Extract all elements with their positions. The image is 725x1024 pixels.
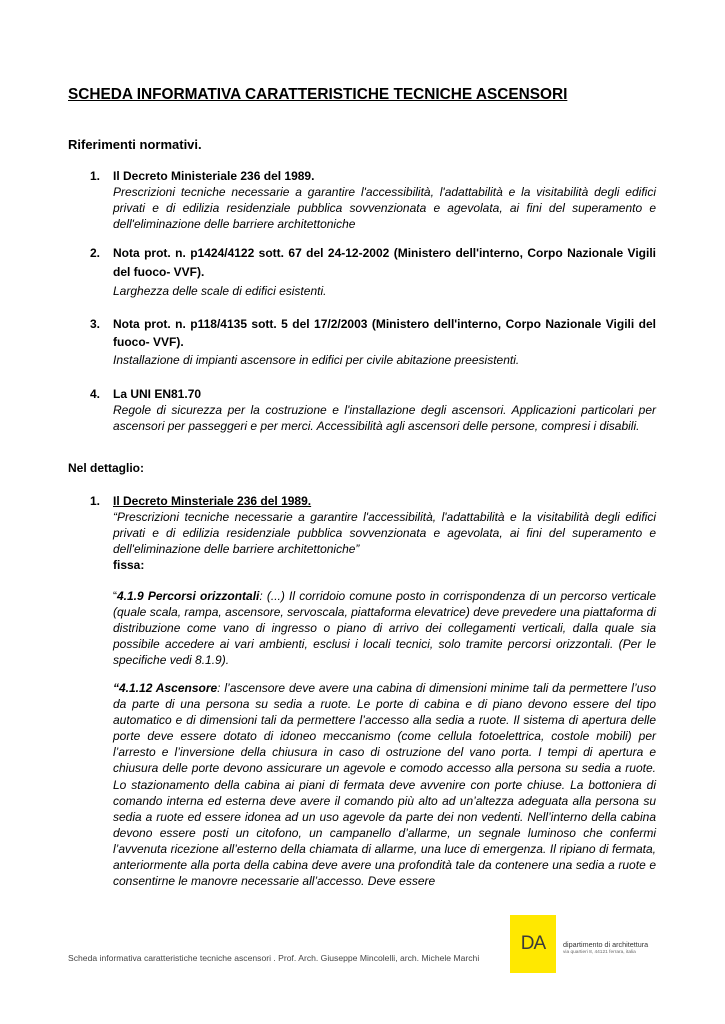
- item-number: 3.: [90, 317, 101, 331]
- item-description: Installazione di impianti ascensore in edifici per civile abitazione preesistenti.: [113, 353, 520, 367]
- section-text: : l’ascensore deve avere una cabina di dimensioni minime tali da permettere l’uso da parte di una persona su sedia a ruote. Le porte di cabina e di piano devono essere del tipo automatico e di dimensioni tali da permettere l’accesso alla sedia a ruote. Il sistema di apertura delle porte deve essere dotato di idoneo meccanismo (come cellula fotoelettrica, costole mobili) per l’arresto e l’inversione della chiusura in caso di ostruzione del vano porta. I tempi di apertura e chiusura delle porte devono assicurare un agevole e comodo accesso alla persona su sedia a ruote. Lo stazionamento della cabina ai piani di fermata deve avvenire con porte chiuse. La bottoniera di comando interna ed esterna deve avere il comando più alto ad un’altezza adeguata alla persona su sedia a ruote ed essere idonea ad un uso agevole da parte dei non vedenti. Nell’interno della cabina devono essere posti un citofono, un campanello d’allarme, un segnale luminoso che confermi l’avvenuta ricezione all’esterno della chiamata di allarme, una luce di emergenza. Il ripiano di fermata, anteriormente alla porta della cabina deve avere una profondità tale da contenere una sedia a ruote e consentirne le manovre necessarie all’accesso. Deve essere: [113, 681, 656, 889]
- item-description: Regole di sicurezza per la costruzione e l'installazione degli ascensori. Applicazioni particolari per ascensori per passeggeri e per merci. Accessibilità agli ascensori delle persone, compresi i disabili.: [113, 403, 656, 433]
- item-description: Prescrizioni tecniche necessarie a garantire l'accessibilità, l'adattabilità e la visitabilità degli edifici privati e di edilizia residenziale pubblica sovvenzionata e agevolata, ai fini del superamento e dell'eliminazione delle barriere architettoniche: [113, 185, 656, 231]
- department-logo: [510, 915, 556, 973]
- item-number: 1.: [90, 494, 101, 508]
- item-number: 2.: [90, 246, 101, 260]
- item-heading: Il Decreto Minsteriale 236 del 1989.: [113, 494, 312, 508]
- riferimenti-item-2: [90, 244, 656, 301]
- section-text: : (...) Il corridoio comune posto in corrispondenza di un percorso verticale (quale scala, rampa, ascensore, servoscala, piattaforma elevatrice) deve prevedere una piattaforma di distribuzione come vano di ingresso o piano di arrivo dei collegamenti verticali, dalla quale sia possibile accedere ai vari ambienti, esclusi i locali tecnici, solo tramite percorsi orizzontali. (Per le specifiche vedi 8.1.9).: [113, 589, 656, 668]
- dettaglio-heading: Nel dettaglio:: [68, 461, 145, 475]
- riferimenti-heading: Riferimenti normativi.: [68, 137, 202, 152]
- paragraph-4-1-12: [113, 680, 656, 889]
- item-heading: Il Decreto Ministeriale 236 del 1989.: [113, 169, 315, 183]
- dettaglio-item-1: [90, 493, 656, 573]
- item-description: “Prescrizioni tecniche necessarie a garantire l'accessibilità, l'adattabilità e la visitabilità degli edifici privati e di edilizia residenziale pubblica sovvenzionata e agevolata, ai fini del superamento e dell'eliminazione delle barriere architettoniche”: [113, 510, 656, 556]
- item-heading: La UNI EN81.70: [113, 387, 202, 401]
- item-number: 1.: [90, 169, 101, 183]
- section-label: “4.1.12 Ascensore: [113, 681, 218, 695]
- section-label: 4.1.9 Percorsi orizzontali: [117, 589, 260, 603]
- page-title: SCHEDA INFORMATIVA CARATTERISTICHE TECNICHE ASCENSORI: [68, 86, 568, 103]
- riferimenti-item-4: [90, 386, 656, 434]
- item-description: Larghezza delle scale di edifici esistenti.: [113, 284, 327, 298]
- logo-address: via quartieri 8, 44121 ferrara, italia: [563, 950, 636, 955]
- fissa-label: fissa:: [113, 558, 145, 572]
- item-heading: Nota prot. n. p1424/4122 sott. 67 del 24-12-2002 (Ministero dell'interno, Corpo Nazionale Vigili del fuoco- VVF).: [113, 246, 656, 279]
- item-heading: Nota prot. n. p118/4135 sott. 5 del 17/2/2003 (Ministero dell'interno, Corpo Nazionale Vigili del fuoco- VVF).: [113, 317, 656, 349]
- riferimenti-item-3: [90, 315, 656, 369]
- logo-mark: DA: [520, 933, 546, 954]
- item-number: 4.: [90, 387, 101, 401]
- riferimenti-item-1: [90, 168, 656, 232]
- logo-department-name: dipartimento di architettura: [563, 940, 649, 949]
- paragraph-4-1-9: [113, 588, 656, 668]
- page-footer: Scheda informativa caratteristiche tecniche ascensori . Prof. Arch. Giuseppe Mincolelli, arch. Michele Marchi: [68, 953, 480, 963]
- open-quote: “: [113, 589, 117, 603]
